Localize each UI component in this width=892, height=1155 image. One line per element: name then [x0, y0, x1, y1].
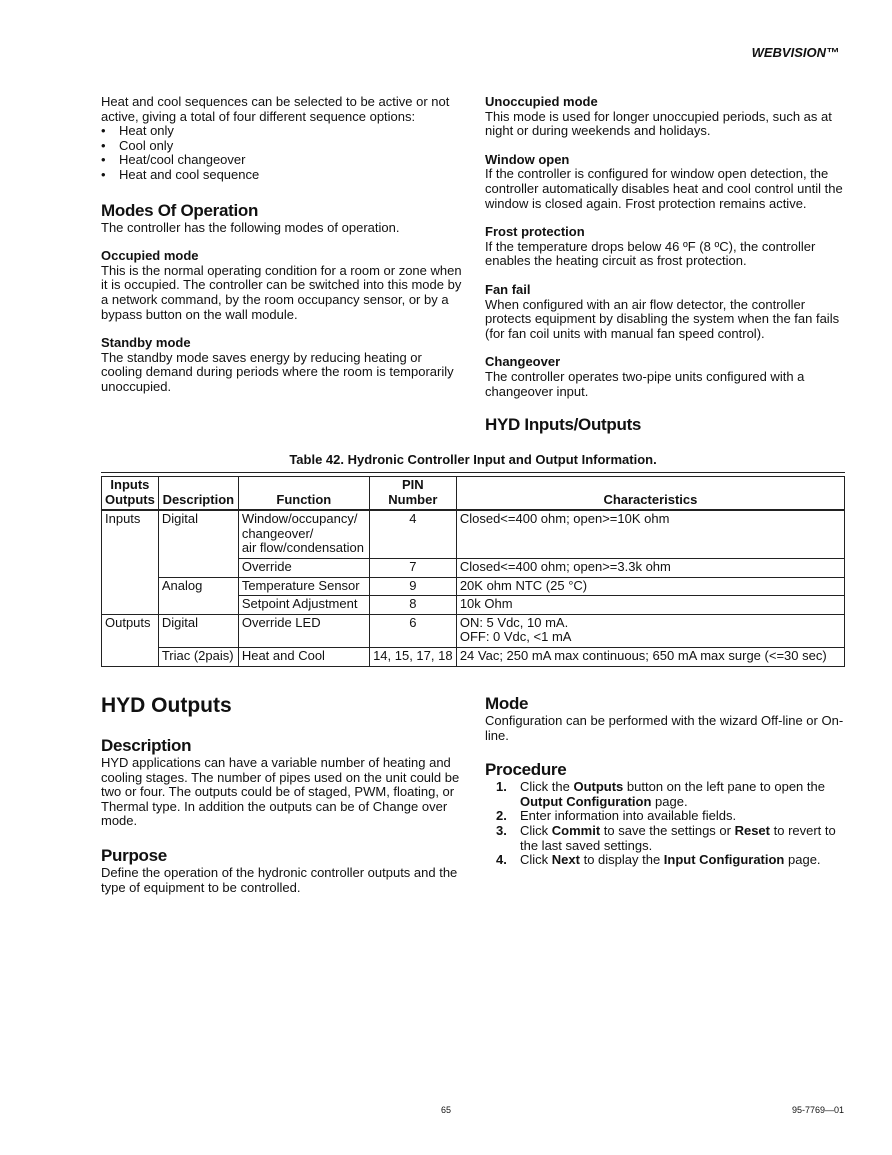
cell-pin: 7 — [369, 558, 456, 577]
header-brand: WEBVISION™ — [751, 45, 839, 60]
cell-characteristics: 10k Ohm — [456, 596, 844, 615]
page-number: 65 — [440, 1105, 451, 1115]
header-function: Function — [238, 477, 369, 511]
table-header-row — [102, 477, 845, 511]
header-pin: PIN Number — [369, 477, 456, 511]
list-item: • Heat and cool sequence — [101, 168, 463, 183]
list-item: 2. Enter information into available fields. — [496, 808, 737, 824]
cell-pin: 6 — [369, 614, 456, 647]
cell-function: Setpoint Adjustment — [238, 596, 369, 615]
table-caption: Table 42. Hydronic Controller Input and Output Information. — [289, 452, 657, 467]
cell-characteristics: ON: 5 Vdc, 10 mA. OFF: 0 Vdc, <1 mA — [456, 614, 844, 647]
changeover-text: The controller operates two-pipe units configured with a changeover input. — [485, 368, 805, 399]
mode-text: Configuration can be performed with the wizard Off-line or On-line. — [485, 713, 844, 743]
cell-characteristics: 24 Vac; 250 mA max continuous; 650 mA max surge (<=30 sec) — [456, 647, 844, 666]
window-text: If the controller is configured for window open detection, the controller automatically disables heat and cool control until the window is closed again. Frost protection remains active. — [485, 166, 843, 211]
cell-pin: 8 — [369, 596, 456, 615]
right-top-column — [485, 95, 845, 435]
list-item: • Heat only — [101, 124, 463, 139]
frost-heading: Frost protection — [485, 224, 585, 240]
document-number: 95-7769—01 — [791, 1105, 844, 1115]
cell-description: Triac (2pais) — [158, 647, 238, 666]
list-item: 3. Click Commit to save the settings or Reset to revert to the last saved settings. — [496, 822, 836, 853]
table-row — [102, 614, 845, 647]
list-item: • Heat/cool changeover — [101, 153, 463, 168]
sequence-options-list — [101, 124, 463, 182]
header-io: Inputs Outputs — [102, 477, 159, 511]
sequence-intro: Heat and cool sequences can be selected to be active or not active, giving a total of four different sequence options: — [101, 94, 450, 124]
cell-characteristics: Closed<=400 ohm; open>=10K ohm — [456, 510, 844, 558]
cell-function: Override LED — [238, 614, 369, 647]
list-item: 1. Click the Outputs button on the left pane to open the Output Configuration page. — [496, 779, 825, 809]
unoccupied-text: This mode is used for longer unoccupied periods, such as at night or during weekends and holidays. — [485, 108, 832, 139]
header-characteristics: Characteristics — [456, 477, 844, 511]
cell-pin: 14, 15, 17, 18 — [369, 647, 456, 666]
standby-heading: Standby mode — [101, 335, 191, 351]
cell-function: Heat and Cool — [238, 647, 369, 666]
window-heading: Window open — [485, 151, 570, 167]
io-table — [101, 476, 845, 667]
purpose-text: Define the operation of the hydronic controller outputs and the type of equipment to be controlled. — [101, 864, 458, 895]
cell-io: Outputs — [102, 614, 159, 666]
frost-text: If the temperature drops below 46 ºF (8 ºC), the controller enables the heating circuit as frost protection. — [485, 238, 816, 269]
standby-text: The standby mode saves energy by reducing heating or cooling demand during periods where the room is temporarily unoccupied. — [101, 349, 454, 394]
table-row — [102, 577, 845, 596]
cell-description: Digital — [158, 614, 238, 647]
changeover-heading: Changeover — [485, 354, 561, 370]
modes-intro: The controller has the following modes of operation. — [101, 219, 400, 235]
table-row — [102, 647, 845, 666]
cell-pin: 9 — [369, 577, 456, 596]
list-item: • Cool only — [101, 139, 463, 154]
right-bottom-column — [485, 694, 845, 868]
mode-heading: Mode — [485, 694, 529, 713]
cell-description: Digital — [158, 510, 238, 577]
occupied-text: This is the normal operating condition for a room or zone when it is occupied. The controller can be switched into this mode by a network command, by the room occupancy sensor, or by a bypass button on the wall module. — [101, 262, 462, 322]
list-item: 4. Click Next to display the Input Configuration page. — [496, 852, 821, 868]
cell-function: Temperature Sensor — [238, 577, 369, 596]
cell-function: Override — [238, 558, 369, 577]
cell-characteristics: 20K ohm NTC (25 °C) — [456, 577, 844, 596]
procedure-heading: Procedure — [485, 760, 567, 780]
procedure-steps — [485, 780, 845, 868]
description-heading: Description — [101, 736, 192, 755]
description-text: HYD applications can have a variable number of heating and cooling stages. The number of pipes used on the unit could be two or four. The outputs could be of staged, PWM, floating, or Thermal type. In addition the outputs can be of Change over mode. — [101, 755, 460, 829]
cell-description: Analog — [158, 577, 238, 614]
cell-io: Inputs — [102, 510, 159, 614]
hyd-outputs-title: HYD Outputs — [101, 694, 232, 717]
cell-pin: 4 — [369, 510, 456, 558]
header-description: Description — [158, 477, 238, 511]
io-table-wrapper — [101, 472, 845, 667]
fanfail-heading: Fan fail — [485, 281, 531, 297]
hyd-io-heading: HYD Inputs/Outputs — [485, 415, 642, 435]
fanfail-text: When configured with an air flow detector, the controller protects equipment by disabling the system when the fan fails (for fan coil units with manual fan speed control). — [485, 296, 840, 341]
modes-heading: Modes Of Operation — [101, 200, 259, 220]
occupied-heading: Occupied mode — [101, 248, 199, 264]
cell-characteristics: Closed<=400 ohm; open>=3.3k ohm — [456, 558, 844, 577]
cell-function: Window/occupancy/ changeover/ air flow/condensation — [238, 510, 369, 558]
unoccupied-heading: Unoccupied mode — [485, 94, 598, 109]
left-top-column — [101, 95, 463, 395]
left-bottom-column — [101, 694, 463, 895]
purpose-heading: Purpose — [101, 845, 167, 865]
table-row — [102, 510, 845, 558]
